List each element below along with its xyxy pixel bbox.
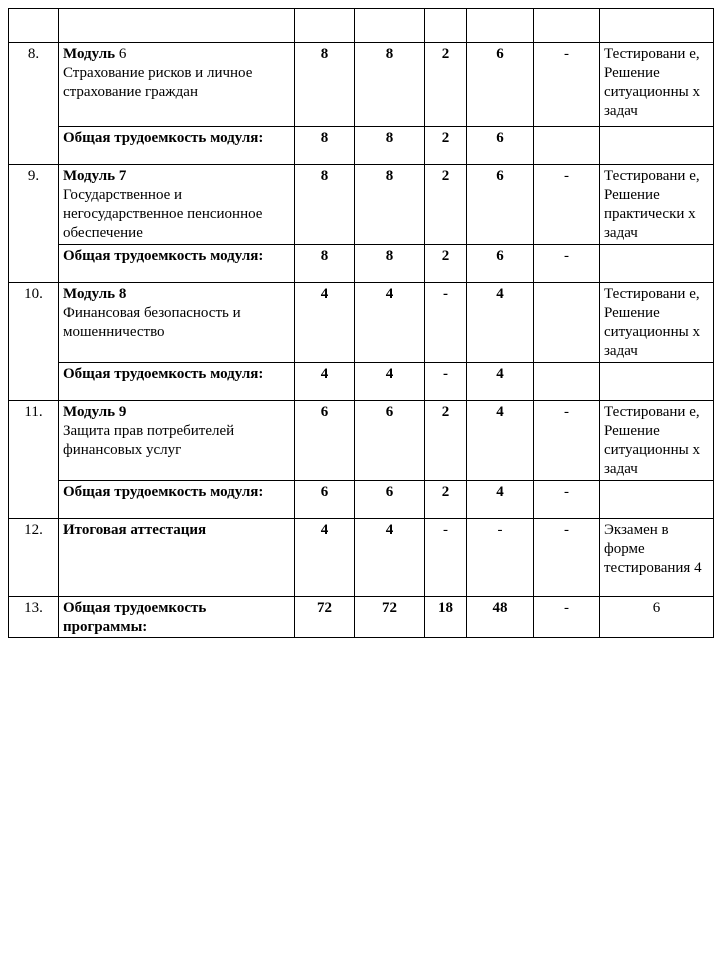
value-cell: - — [425, 519, 467, 597]
control-form-cell: Тестировани е, Решение ситуационны х задач — [600, 43, 714, 127]
total-label: Общая трудоемкость модуля: — [59, 363, 295, 401]
control-form-cell: Экзамен в форме тестирования 4 — [600, 519, 714, 597]
value-cell: 6 — [295, 481, 355, 519]
value-cell: - — [534, 481, 600, 519]
row-number: 9. — [9, 165, 59, 283]
value-cell: 4 — [295, 283, 355, 363]
curriculum-table — [8, 8, 714, 638]
value-cell: 4 — [355, 283, 425, 363]
table-row-total — [9, 245, 714, 283]
value-cell: - — [534, 245, 600, 283]
value-cell: - — [534, 401, 600, 481]
value-cell: 8 — [355, 165, 425, 245]
value-cell: 8 — [355, 127, 425, 165]
value-cell — [534, 363, 600, 401]
module-number: 7 — [118, 168, 127, 184]
value-cell: 8 — [355, 43, 425, 127]
table-row-module — [9, 401, 714, 481]
value-cell: 4 — [355, 363, 425, 401]
value-cell: 2 — [425, 481, 467, 519]
module-number: 8 — [118, 286, 127, 302]
value-cell: 4 — [467, 283, 534, 363]
cell-v2 — [355, 9, 425, 43]
row-number: 10. — [9, 283, 59, 401]
module-cell — [59, 43, 295, 127]
total-label: Общая трудоемкость модуля: — [59, 245, 295, 283]
module-label: Модуль — [63, 168, 116, 184]
value-cell: 6 — [467, 127, 534, 165]
cell-v1 — [295, 9, 355, 43]
cell-num — [9, 9, 59, 43]
value-cell: 6 — [355, 401, 425, 481]
final-label: Итоговая аттестация — [59, 519, 295, 597]
value-cell: 8 — [295, 165, 355, 245]
module-cell — [59, 401, 295, 481]
grand-total-label: Общая трудоемкость программы: — [59, 597, 295, 638]
value-cell: 2 — [425, 245, 467, 283]
table-row-module — [9, 283, 714, 363]
value-cell: 2 — [425, 165, 467, 245]
value-cell: 2 — [425, 127, 467, 165]
table-body — [9, 9, 714, 638]
value-cell: 72 — [295, 597, 355, 638]
value-cell: - — [534, 519, 600, 597]
table-row-module — [9, 165, 714, 245]
value-cell: 2 — [425, 401, 467, 481]
control-form-cell — [600, 245, 714, 283]
value-cell: 4 — [295, 519, 355, 597]
value-cell: - — [425, 283, 467, 363]
value-cell: 6 — [467, 43, 534, 127]
value-cell: 72 — [355, 597, 425, 638]
value-cell: 2 — [425, 43, 467, 127]
module-title: Защита прав потребителей финансовых услуг — [63, 423, 235, 458]
module-label: Модуль — [63, 46, 116, 62]
value-cell: - — [534, 597, 600, 638]
value-cell: - — [534, 43, 600, 127]
table-row-empty — [9, 9, 714, 43]
value-cell: - — [534, 165, 600, 245]
control-form-cell: Тестировани е, Решение ситуационны х задач — [600, 401, 714, 481]
module-label: Модуль — [63, 404, 116, 420]
value-cell — [534, 127, 600, 165]
module-title: Финансовая безопасность и мошенничество — [63, 305, 241, 340]
value-cell: - — [425, 363, 467, 401]
value-cell: - — [467, 519, 534, 597]
table-row-total — [9, 363, 714, 401]
module-title: Страхование рисков и личное страхование граждан — [63, 65, 253, 100]
row-number: 12. — [9, 519, 59, 597]
cell-v5 — [534, 9, 600, 43]
control-form-cell — [600, 127, 714, 165]
value-cell: 4 — [467, 401, 534, 481]
table-row-total — [9, 127, 714, 165]
value-cell: 6 — [467, 165, 534, 245]
table-row-grand-total — [9, 597, 714, 638]
value-cell: 8 — [295, 43, 355, 127]
value-cell: 8 — [295, 245, 355, 283]
value-cell: 4 — [295, 363, 355, 401]
value-cell: 8 — [355, 245, 425, 283]
value-cell: 4 — [467, 363, 534, 401]
control-form-cell — [600, 363, 714, 401]
value-cell: 8 — [295, 127, 355, 165]
cell-control — [600, 9, 714, 43]
value-cell: 48 — [467, 597, 534, 638]
total-label: Общая трудоемкость модуля: — [59, 481, 295, 519]
value-cell: 6 — [467, 245, 534, 283]
total-label: Общая трудоемкость модуля: — [59, 127, 295, 165]
value-cell: 6 — [295, 401, 355, 481]
module-cell — [59, 283, 295, 363]
cell-v3 — [425, 9, 467, 43]
value-cell: 4 — [467, 481, 534, 519]
table-row-final — [9, 519, 714, 597]
module-cell — [59, 165, 295, 245]
table-row-module — [9, 43, 714, 127]
cell-v4 — [467, 9, 534, 43]
module-label: Модуль — [63, 286, 116, 302]
row-number: 13. — [9, 597, 59, 638]
cell-title — [59, 9, 295, 43]
row-number: 8. — [9, 43, 59, 165]
control-form-cell — [600, 481, 714, 519]
control-form-cell: Тестировани е, Решение ситуационны х задач — [600, 283, 714, 363]
value-cell: 18 — [425, 597, 467, 638]
value-cell: 6 — [355, 481, 425, 519]
table-row-total — [9, 481, 714, 519]
control-form-cell: Тестировани е, Решение практически х задач — [600, 165, 714, 245]
module-title: Государственное и негосударственное пенсионное обеспечение — [63, 187, 263, 241]
module-number: 9 — [118, 404, 127, 420]
control-form-cell: 6 — [600, 597, 714, 638]
module-number: 6 — [118, 46, 127, 62]
row-number: 11. — [9, 401, 59, 519]
value-cell: 4 — [355, 519, 425, 597]
value-cell — [534, 283, 600, 363]
